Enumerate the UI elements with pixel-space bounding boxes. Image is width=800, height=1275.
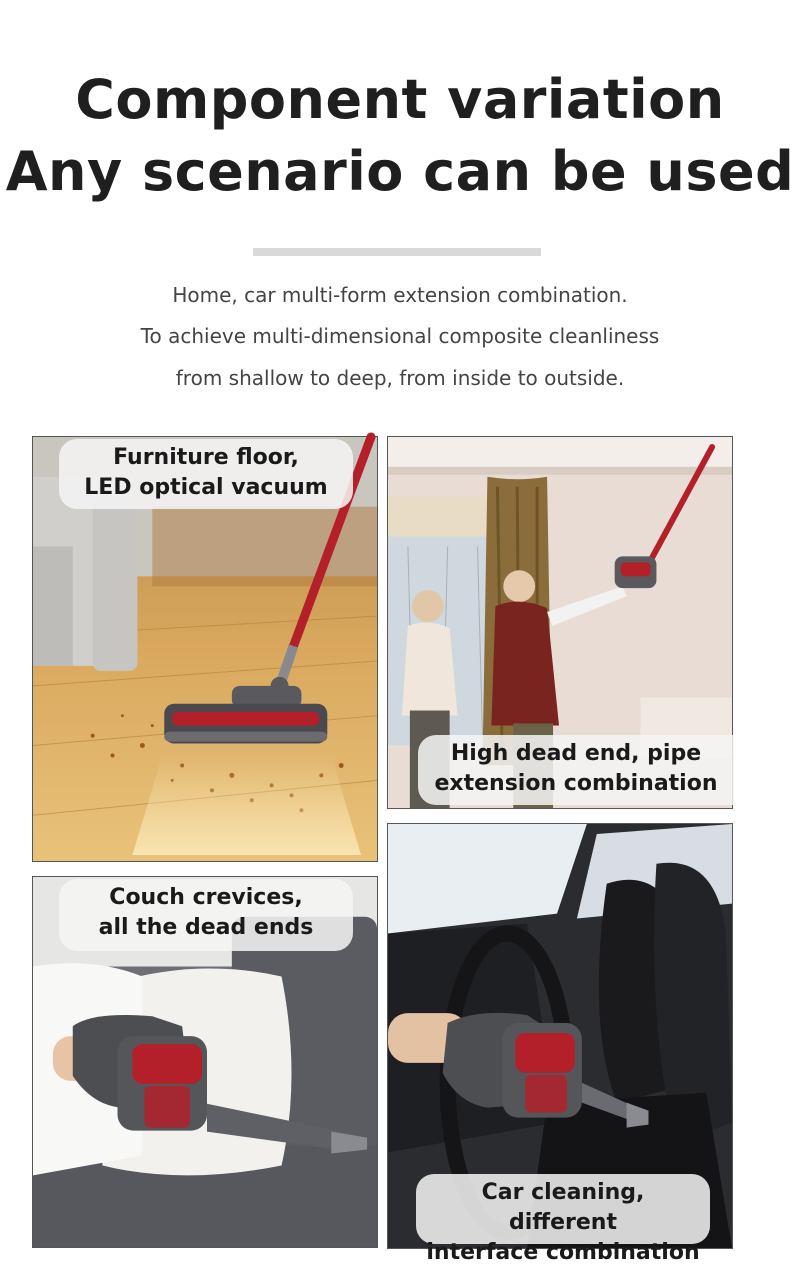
caption-ceiling (418, 735, 734, 805)
caption-couch (59, 879, 353, 951)
caption-floor (59, 439, 353, 509)
heading-line-1: Component variation (75, 68, 725, 131)
description-line-1: Home, car multi-form extension combination. (172, 283, 628, 307)
caption-ceiling-line-2: extension combination (434, 771, 718, 796)
caption-ceiling-line-1: High dead end, pipe (450, 741, 702, 766)
caption-couch-line-2: all the dead ends (98, 915, 314, 940)
panel-car-handheld (387, 823, 733, 1265)
caption-couch-line-1: Couch crevices, (109, 885, 303, 910)
panel-ceiling-vacuum (387, 436, 733, 809)
caption-car-line-1: Car cleaning, different (481, 1180, 645, 1235)
caption-car (416, 1174, 710, 1265)
caption-floor-line-2: LED optical vacuum (84, 475, 328, 500)
description-line-2: To achieve multi-dimensional composite cleanliness (140, 324, 660, 348)
panel-couch-handheld (32, 876, 378, 1248)
description-line-3: from shallow to deep, from inside to outside. (175, 366, 625, 390)
divider (253, 248, 541, 256)
caption-floor-line-1: Furniture floor, (113, 445, 299, 470)
heading-line-2: Any scenario can be used (5, 140, 795, 203)
panel-floor-vacuum (32, 436, 378, 862)
caption-car-line-2: interface combination (426, 1240, 700, 1265)
